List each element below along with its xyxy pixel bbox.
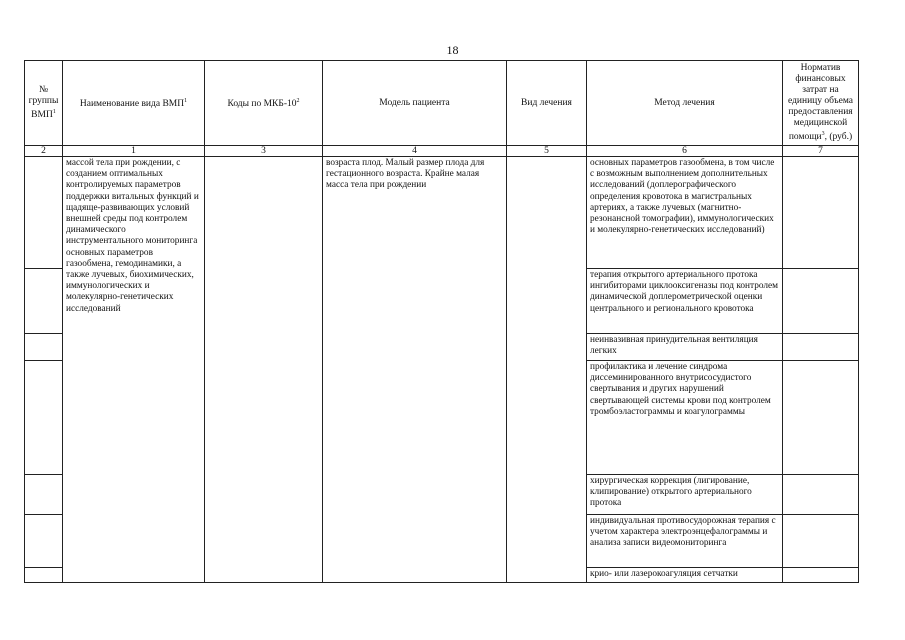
column-number-row [25,146,859,157]
icd-codes-cell [205,157,323,583]
header-cost-standard: Норматив финансовых затрат на единицу объема предоставления медицинской помощи$^3$, (руб.) [783,61,859,146]
cost-cell [783,515,859,568]
column-number: 6 [587,146,783,157]
group-number-cell [25,568,63,583]
column-number: 2 [25,146,63,157]
column-number: 4 [323,146,507,157]
group-number-cell [25,475,63,515]
cost-cell [783,568,859,583]
treatment-method-cell: терапия открытого артериального протока ингибиторами циклооксигеназы под контролем динамической доплерометрической оценки центрального и регионального кровотока [587,269,783,334]
header-icd-codes: Коды по МКБ-$10^2$ [205,61,323,146]
page-number: 18 [446,43,459,57]
treatment-method-cell: основных параметров газообмена, в том числе с возможным выполнением дополнительных исследований (доплерографического определения кровотока в магистральных артериях, а также лучевых (магнитно-резонансной томографии), иммунологических и молекулярно-генетических исследований) [587,157,783,269]
treatment-method-cell: индивидуальная противосудорожная терапия с учетом характера электроэнцефалограммы и анализа записи видеомониторинга [587,515,783,568]
cost-cell [783,334,859,361]
cost-cell [783,475,859,515]
treatment-method-cell: неинвазивная принудительная вентиляция легких [587,334,783,361]
column-number: 5 [507,146,587,157]
header-treatment-type: Вид лечения [507,61,587,146]
group-number-cell [25,334,63,361]
group-number-cell [25,269,63,334]
cost-cell [783,269,859,334]
header-treatment-method: Метод лечения [587,61,783,146]
table-row [25,157,859,269]
column-number: 3 [205,146,323,157]
column-number: 7 [783,146,859,157]
group-number-cell [25,157,63,269]
treatment-method-cell: крио- или лазерокоагуляция сетчатки [587,568,783,583]
vmp-table [24,60,859,583]
treatment-type-cell [507,157,587,583]
header-patient-model: Модель пациента [323,61,507,146]
cost-cell [783,361,859,475]
cost-cell [783,157,859,269]
treatment-method-cell: профилактика и лечение синдрома диссеминированного внутрисосудистого свертывания и других нарушений свертывающей системы крови под контролем тромбоэластограммы и коагулограммы [587,361,783,475]
group-number-cell [25,515,63,568]
header-vmp-name: Наименование вида ВМП$^1$ [63,61,205,146]
patient-model-cell: возраста плод. Малый размер плода для гестационного возраста. Крайне малая масса тела при рождении [323,157,507,583]
vmp-name-cell: массой тела при рождении, с созданием оптимальных контролируемых параметров поддержки витальных функций и щадяще-развивающих условий внешней среды под контролем динамического инструментального мониторинга основных параметров газообмена, гемодинамики, а также лучевых, биохимических, иммунологических и молекулярно-генетических исследований [63,157,205,583]
header-row [25,61,859,146]
column-number: 1 [63,146,205,157]
group-number-cell [25,361,63,475]
treatment-method-cell: хирургическая коррекция (лигирование, клипирование) открытого артериального протока [587,475,783,515]
header-group-number: № группы ВМП$^1$ [25,61,63,146]
